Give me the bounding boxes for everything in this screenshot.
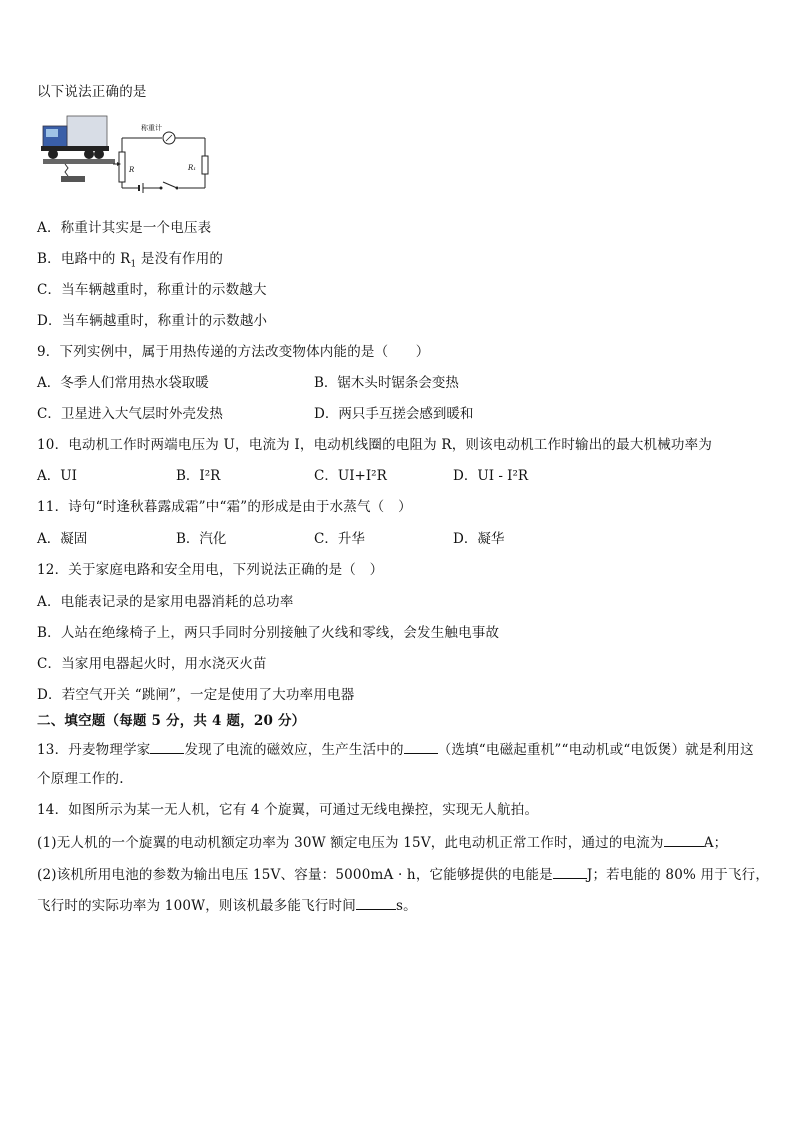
q10-option-c: C．UI+I²R: [314, 468, 387, 484]
answer-blank[interactable]: [150, 739, 184, 754]
truck-window: [46, 129, 58, 137]
truck-wheel: [84, 149, 94, 159]
q14-part3: 飞行时的实际功率为 100W，则该机最多能飞行时间 s。: [37, 895, 417, 915]
q10-option-b: B．I²R: [176, 468, 221, 484]
truck-wheel: [94, 149, 104, 159]
q11-option-c: C．升华: [314, 531, 365, 547]
section-heading-fill-in: 二、填空题（每题 5 分，共 4 题，20 分）: [37, 713, 306, 729]
truck-cargo-box: [67, 116, 107, 150]
q8-option-a: A．称重计其实是一个电压表: [37, 220, 212, 236]
q11-option-a: A．凝固: [37, 531, 88, 547]
q12-option-a: A．电能表记录的是家用电器消耗的总功率: [37, 594, 294, 610]
switch: [163, 182, 177, 188]
answer-blank[interactable]: [356, 895, 396, 910]
q10-option-d: D．UI - I²R: [453, 468, 529, 484]
question-intro: 以下说法正确的是: [37, 84, 147, 100]
meter-label: 称重计: [141, 124, 162, 132]
resistor-r1: [202, 156, 208, 174]
q13-line2: 个原理工作的.: [37, 771, 124, 787]
q12-option-c: C．当家用电器起火时，用水浇灭火苗: [37, 656, 267, 672]
scale-platform: [43, 159, 115, 164]
truck-wheel: [48, 149, 58, 159]
q11-option-d: D．凝华: [453, 531, 505, 547]
answer-blank[interactable]: [664, 832, 704, 847]
q12-option-d: D．若空气开关 “跳闸”，一定是使用了大功率用电器: [37, 687, 355, 703]
q12-option-b: B．人站在绝缘椅子上，两只手同时分别接触了火线和零线，会发生触电事故: [37, 625, 500, 641]
resistor-r: [119, 152, 125, 182]
q10-stem: 10．电动机工作时两端电压为 U，电流为 I，电动机线圈的电阻为 R，则该电动机工作时输出的最大机械功率为: [37, 437, 713, 453]
q9-option-c: C．卫星进入大气层时外壳发热: [37, 406, 223, 422]
q11-option-b: B．汽化: [176, 531, 227, 547]
scale-base: [61, 176, 85, 182]
q8-option-c: C．当车辆越重时，称重计的示数越大: [37, 282, 267, 298]
q9-option-a: A．冬季人们常用热水袋取暖: [37, 375, 209, 391]
q8-option-d: D．当车辆越重时，称重计的示数越小: [37, 313, 268, 329]
q14-part1: (1)无人机的一个旋翼的电动机额定功率为 30W 额定电压为 15V，此电动机正常工作时，通过的电流为 A；: [37, 832, 727, 852]
q9-option-b: B．锯木头时锯条会变热: [314, 375, 459, 391]
truck-scale-circuit-figure: [37, 112, 212, 194]
r-label: R: [129, 166, 135, 174]
q14-part2: (2)该机所用电池的参数为输出电压 15V、容量：5000mA · h，它能够提供的电能是 J；若电能的 80% 用于飞行，: [37, 864, 769, 884]
q14-stem: 14．如图所示为某一无人机，它有 4 个旋翼，可通过无线电操控，实现无人航拍。: [37, 802, 539, 818]
spring: [65, 164, 68, 176]
q10-option-a: A．UI: [37, 468, 77, 484]
r1-label: R₁: [188, 164, 197, 172]
q8-option-b: B．电路中的 $R_1$ 是没有作用的: [37, 251, 224, 270]
q12-stem: 12．关于家庭电路和安全用电，下列说法正确的是（ ）: [37, 562, 384, 578]
answer-blank[interactable]: [553, 864, 587, 879]
q9-option-d: D．两只手互搓会感到暖和: [314, 406, 474, 422]
q11-stem: 11．诗句“时逢秋暮露成霜”中“霜”的形成是由于水蒸气（ ）: [37, 499, 412, 515]
q13-line1: 13．丹麦物理学家 发现了电流的磁效应，生产生活中的 （选填“电磁起重机”“电动机或“电饭煲）就是利用这: [37, 739, 754, 759]
answer-blank[interactable]: [404, 739, 438, 754]
q9-stem: 9．下列实例中，属于用热传递的方法改变物体内能的是（ ）: [37, 344, 430, 360]
